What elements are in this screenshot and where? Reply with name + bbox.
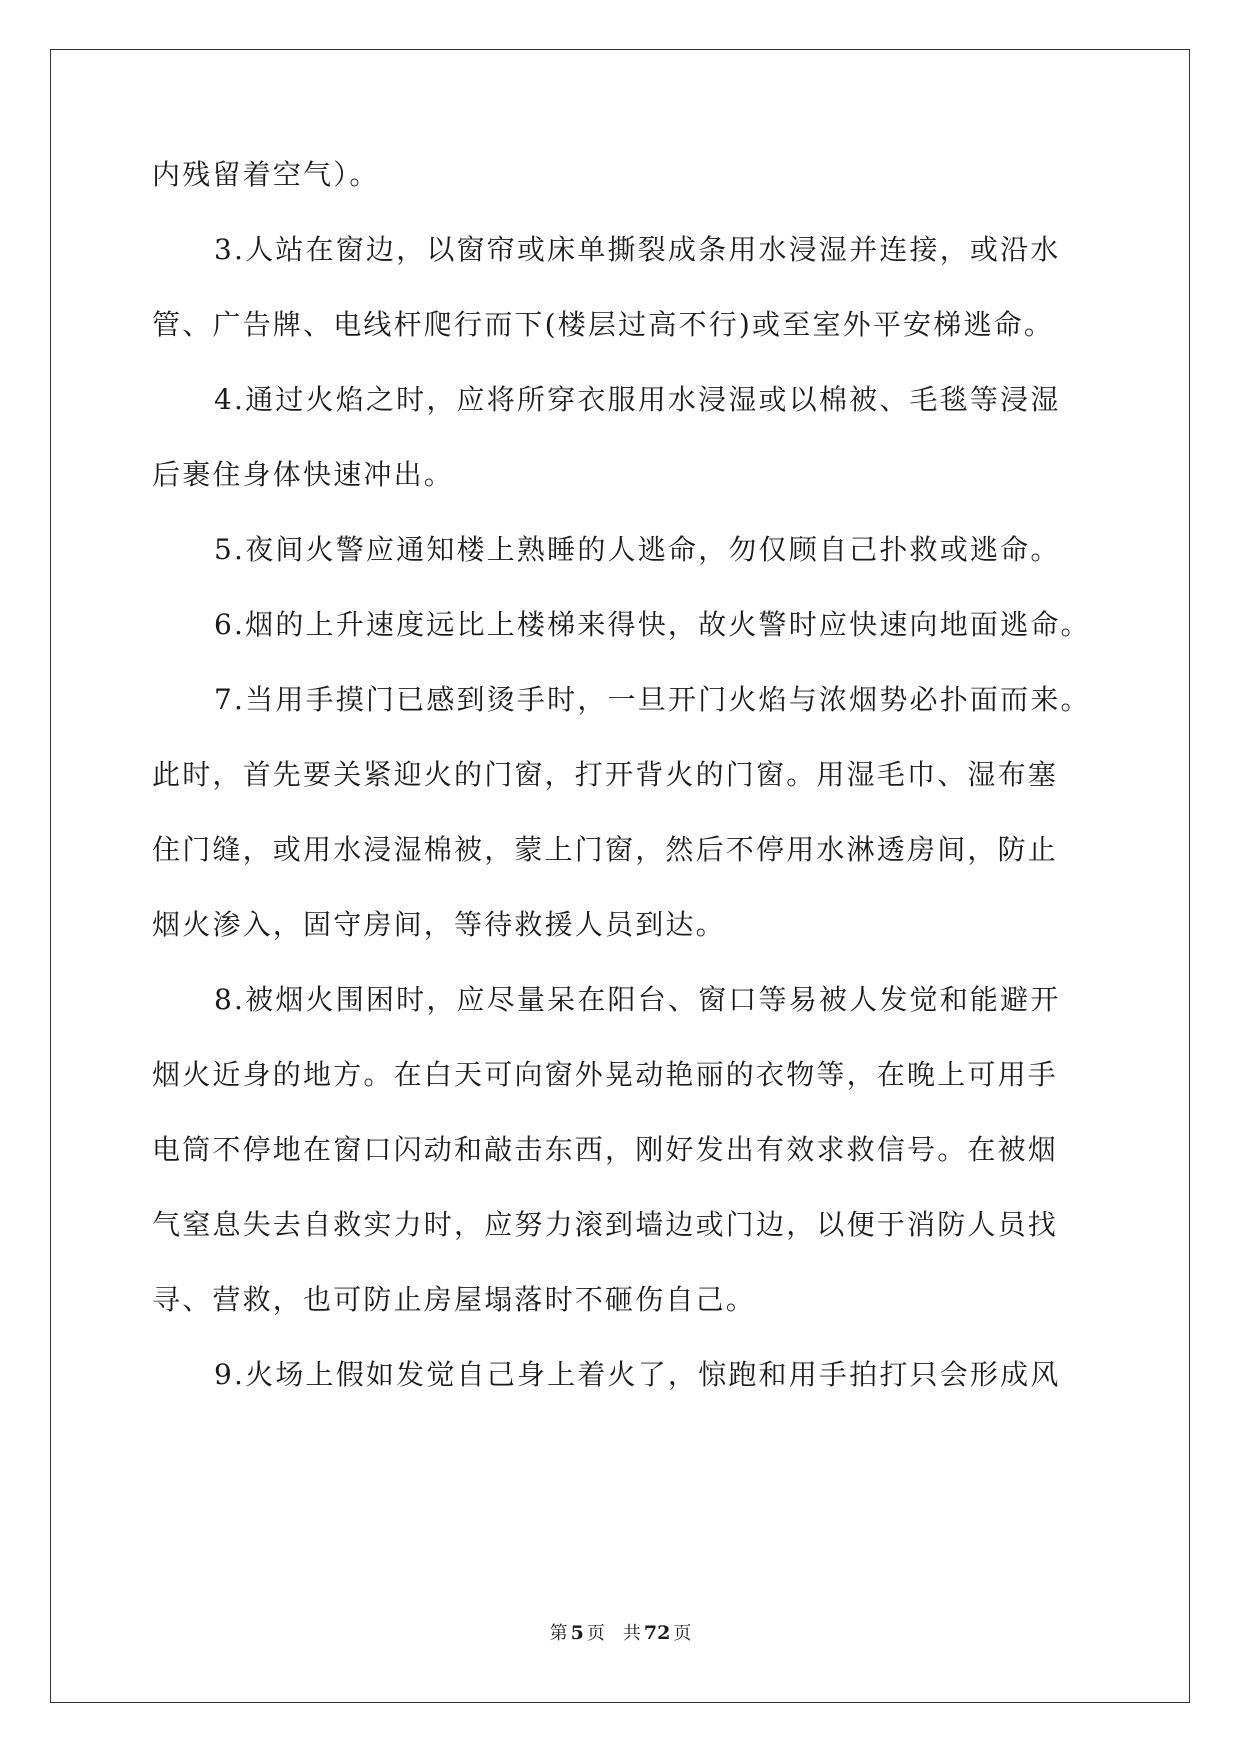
footer-total-prefix: 共 [622, 1623, 641, 1644]
text-line: 6.烟的上升速度远比上楼梯来得快，故火警时应快速向地面逃命。 [214, 608, 1091, 641]
footer-prefix: 第 [549, 1623, 568, 1644]
total-pages-number: 72 [643, 1622, 671, 1644]
text-line: 烟火渗入，固守房间，等待救援人员到达。 [152, 908, 726, 941]
text-line: 寻、营救，也可防止房屋塌落时不砸伤自己。 [152, 1283, 757, 1316]
current-page-number: 5 [570, 1622, 584, 1644]
text-line: 住门缝，或用水浸湿棉被，蒙上门窗，然后不停用水淋透房间，防止 [152, 833, 1059, 866]
text-line: 内残留着空气）。 [152, 158, 380, 191]
footer-page-suffix: 页 [586, 1623, 605, 1644]
page-footer [0, 1620, 1241, 1647]
text-line: 后裹住身体快速冲出。 [152, 458, 455, 491]
text-line: 7.当用手摸门已感到烫手时，一旦开门火焰与浓烟势必扑面而来。 [214, 683, 1091, 716]
text-line: 4.通过火焰之时，应将所穿衣服用水浸湿或以棉被、毛毯等浸湿 [214, 383, 1061, 416]
footer-total-suffix: 页 [673, 1623, 692, 1644]
text-line: 9.火场上假如发觉自己身上着火了，惊跑和用手拍打只会形成风 [214, 1358, 1061, 1391]
text-line: 气窒息失去自救实力时，应努力滚到墙边或门边，以便于消防人员找 [152, 1208, 1059, 1241]
text-line: 此时，首先要关紧迎火的门窗，打开背火的门窗。用湿毛巾、湿布塞 [152, 758, 1059, 791]
text-line: 管、广告牌、电线杆爬行而下(楼层过高不行)或至室外平安梯逃命。 [152, 308, 1055, 341]
text-line: 3.人站在窗边，以窗帘或床单撕裂成条用水浸湿并连接，或沿水 [214, 233, 1061, 266]
text-line: 烟火近身的地方。在白天可向窗外晃动艳丽的衣物等，在晚上可用手 [152, 1058, 1059, 1091]
text-line: 8.被烟火围困时，应尽量呆在阳台、窗口等易被人发觉和能避开 [214, 983, 1061, 1016]
text-line: 5.夜间火警应通知楼上熟睡的人逃命，勿仅顾自己扑救或逃命。 [214, 533, 1061, 566]
text-line: 电筒不停地在窗口闪动和敲击东西，刚好发出有效求救信号。在被烟 [152, 1133, 1059, 1166]
page-border [50, 49, 1190, 1703]
